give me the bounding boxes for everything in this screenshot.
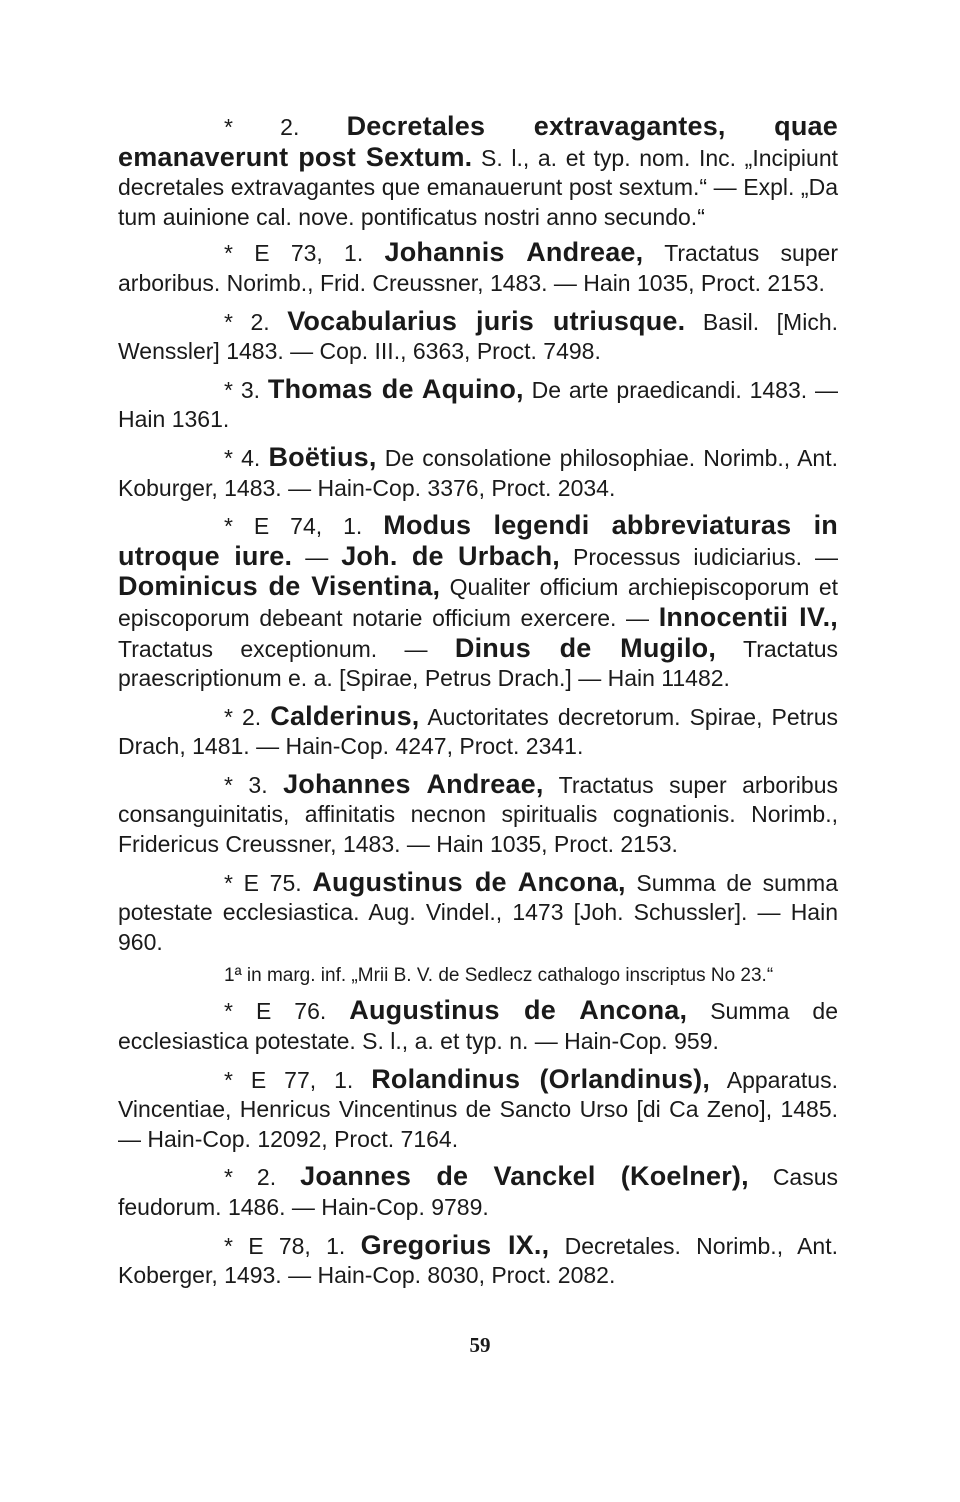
entry-text: Basil. [Mich. Wenssler] 1483. — Cop. III., 6363, Proct. 7498. bbox=[118, 308, 838, 365]
entry-text: Tractatus praescriptionum e. a. [Spirae, Petrus Drach.] — Hain 11482. bbox=[118, 635, 839, 692]
entry-author: Joannes de Vanckel (Koelner), bbox=[300, 1161, 749, 1192]
entry-text: Tractatus super arboribus. Norimb., Frid. Creussner, 1483. — Hain 1035, Proct. 2153. bbox=[118, 240, 839, 296]
entry-mark: * 3. bbox=[224, 376, 261, 403]
entry-author: Dinus de Mugilo, bbox=[454, 632, 717, 663]
entry-text: Auctoritates decretorum. Spirae, Petrus Drach, 1481. — Hain-Cop. 4247, Proct. 2341. bbox=[118, 703, 838, 760]
catalog-entry bbox=[118, 511, 838, 694]
catalog-entry bbox=[118, 1162, 838, 1222]
entry-author: Augustinus de Ancona, bbox=[349, 995, 688, 1026]
entry-text: Summa de summa potestate ecclesiastica. Aug. Vindel., 1473 [Joh. Schussler]. — Hain 960. bbox=[118, 869, 839, 955]
note-mark: 1ª bbox=[224, 965, 242, 987]
catalog-entry bbox=[118, 1065, 838, 1155]
entry-mark: * 2. bbox=[224, 308, 270, 335]
entry-mark: * 4. bbox=[224, 444, 261, 471]
entry-author: Vocabularius juris utriusque. bbox=[287, 305, 686, 336]
catalog-entry bbox=[118, 996, 838, 1056]
catalog-entry bbox=[118, 1231, 838, 1291]
entry-author: Calderinus, bbox=[270, 700, 420, 731]
catalog-entry bbox=[118, 375, 838, 435]
entry-author: Rolandinus (Orlandinus), bbox=[371, 1063, 711, 1094]
entry-mark: * 3. bbox=[224, 771, 268, 798]
entry-author: Boëtius, bbox=[268, 441, 377, 472]
entry-author: Dominicus de Visentina, bbox=[118, 571, 441, 602]
entry-author: Decretales extravagantes, quae emanaverunt post Sextum. bbox=[118, 111, 838, 172]
entry-author: Johannis Andreae, bbox=[384, 237, 644, 268]
entry-author: Gregorius IX., bbox=[360, 1229, 550, 1260]
entry-text: Decretales. Norimb., Ant. Koberger, 1493. — Hain-Cop. 8030, Proct. 2082. bbox=[118, 1232, 839, 1289]
entry-text: Tractatus exceptionum. — bbox=[118, 635, 455, 662]
entry-text: Tractatus super arboribus consanguinitatis, affinitatis necnon spiritualis cognationis. Norimb., Fridericus Creussner, 1483. — Hain 1035, Proct. 2153. bbox=[118, 771, 838, 858]
entry-text: Summa de ecclesiastica potestate. S. l., a. et typ. n. — Hain-Cop. 959. bbox=[118, 998, 839, 1055]
entry-title: Modus legendi abbreviaturas in utroque iure. bbox=[118, 510, 838, 571]
entry-text: Casus feudorum. 1486. — Hain-Cop. 9789. bbox=[118, 1164, 839, 1220]
entry-author: Joh. de Urbach, bbox=[341, 540, 560, 571]
entry-text: Apparatus. Vincentiae, Henricus Vincentinus de Sancto Urso [di Ca Zeno], 1485. — Hain-Cop. 12092, Proct. 7164. bbox=[118, 1066, 838, 1152]
catalog-entry bbox=[118, 307, 838, 367]
entry-author: Augustinus de Ancona, bbox=[312, 866, 626, 897]
entry-mark: * 2. bbox=[224, 1164, 277, 1191]
entry-mark: * E 76. bbox=[224, 998, 327, 1025]
entry-text: De arte praedicandi. 1483. — Hain 1361. bbox=[118, 376, 839, 433]
entry-text: De consolatione philosophiae. Norimb., Ant. Koburger, 1483. — Hain-Cop. 3376, Proct. 2034. bbox=[118, 444, 838, 501]
catalog-entry bbox=[118, 443, 838, 503]
entry-mark: * E 75. bbox=[224, 869, 302, 896]
entry-text: S. l., a. et typ. nom. Inc. „Incipiunt decretales extravagantes que emanauerunt post sextum.“ — Expl. „Da tum auinione cal. nove. pontificatus nostri anno secundo.“ bbox=[118, 144, 838, 230]
entry-mark: * 2. bbox=[224, 114, 300, 140]
catalog-entry bbox=[118, 770, 838, 860]
note-text: in marg. inf. „Mrii B. V. de Sedlecz cathalogo inscriptus No 23.“ bbox=[246, 965, 774, 987]
entry-text: Qualiter officium archiepiscoporum et episcoporum debeant notarie officium exercere. — bbox=[118, 574, 838, 631]
entry-author: Thomas de Aquino, bbox=[267, 373, 524, 404]
entry-mark: * E 73, 1. bbox=[224, 240, 364, 267]
catalog-entry bbox=[118, 112, 838, 232]
document-body bbox=[118, 112, 838, 1299]
catalog-entry bbox=[118, 868, 838, 958]
page-number: 59 bbox=[469, 1333, 491, 1357]
catalog-entry bbox=[118, 238, 838, 298]
entry-mark: * 2. bbox=[224, 703, 262, 730]
catalog-note bbox=[118, 963, 838, 988]
entry-text: — bbox=[292, 543, 342, 570]
entry-mark: * E 74, 1. bbox=[224, 513, 363, 540]
entry-mark: * E 77, 1. bbox=[224, 1066, 354, 1093]
entry-author: Innocentii IV., bbox=[658, 601, 838, 632]
catalog-entry bbox=[118, 702, 838, 762]
entry-author: Johannes Andreae, bbox=[283, 768, 544, 799]
entry-text: Processus iudiciarius. — bbox=[559, 543, 839, 570]
entry-mark: * E 78, 1. bbox=[224, 1232, 346, 1259]
